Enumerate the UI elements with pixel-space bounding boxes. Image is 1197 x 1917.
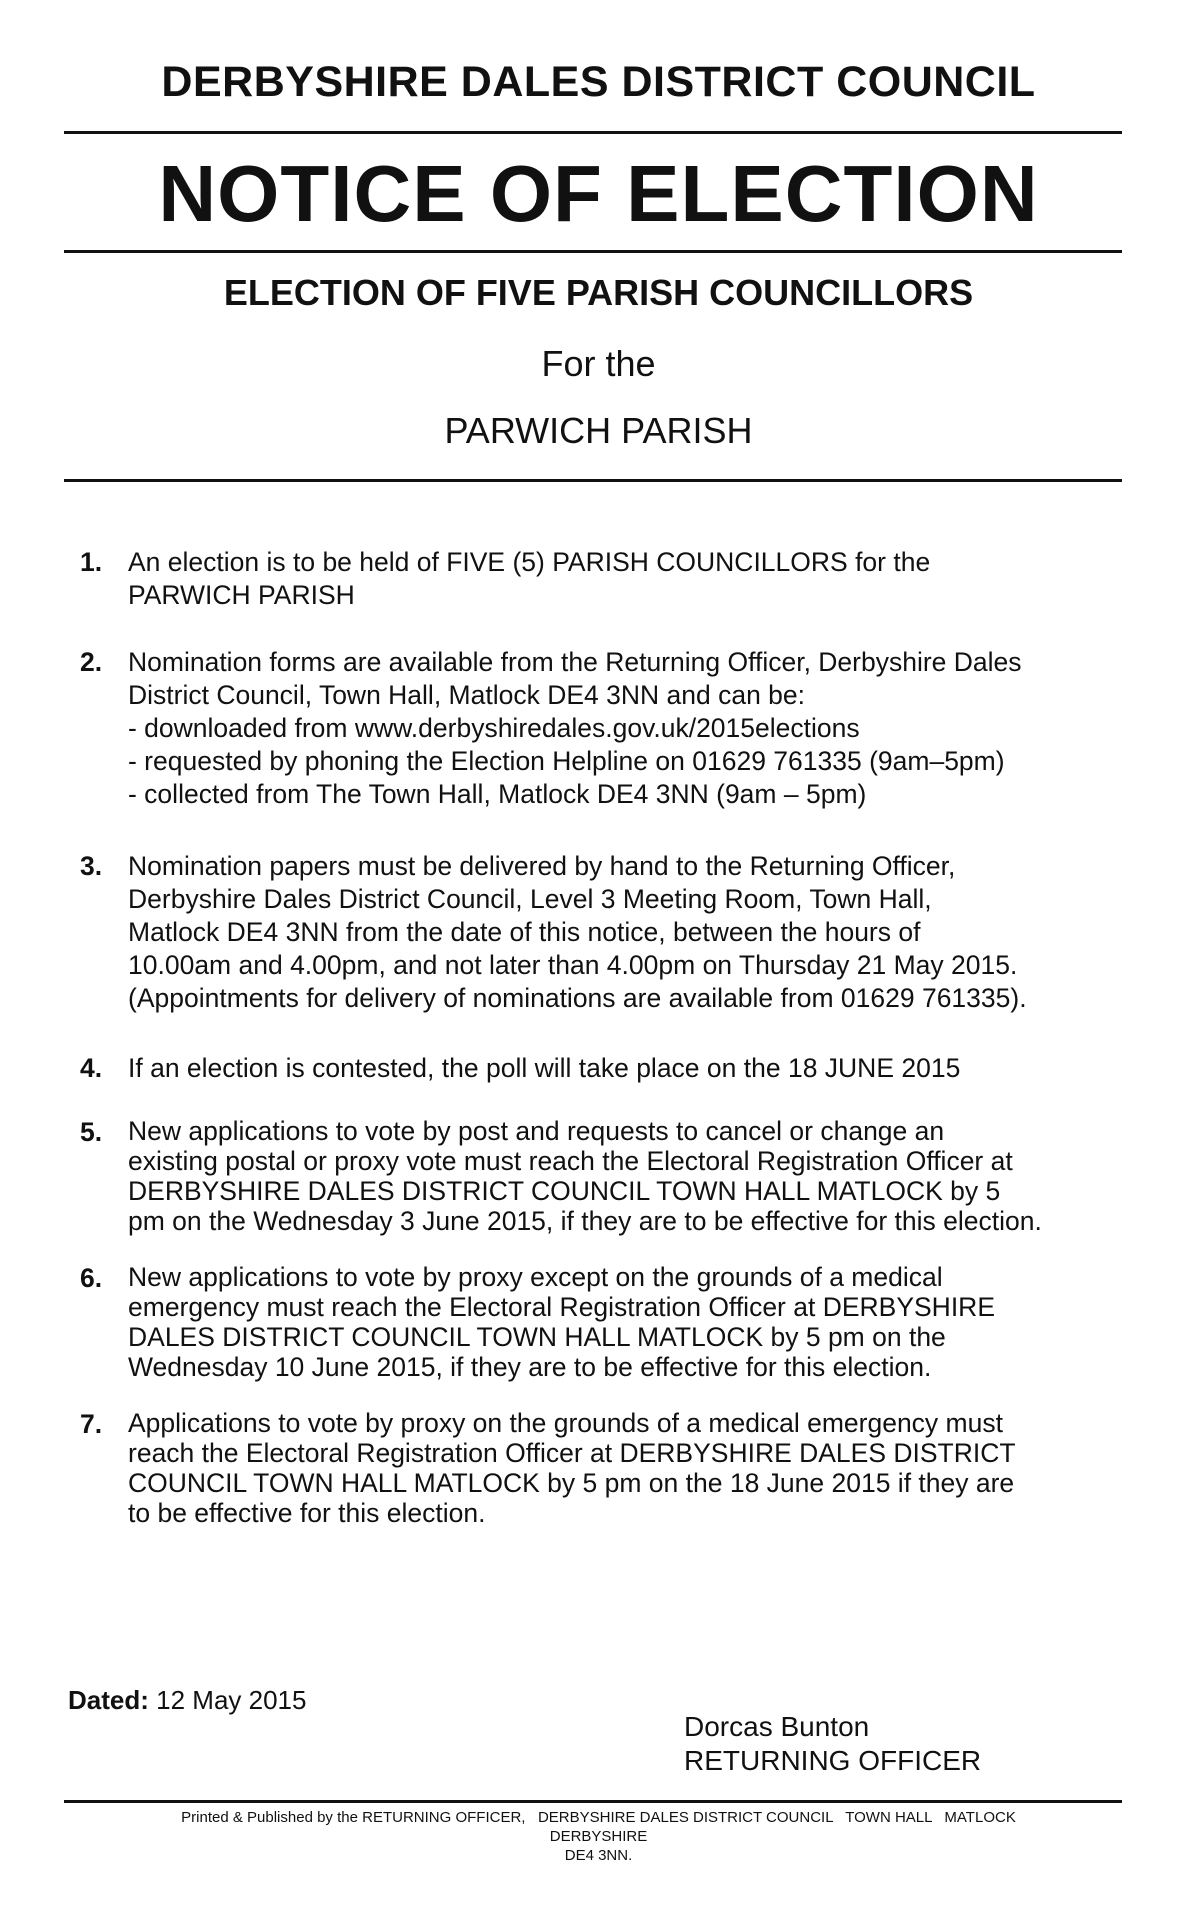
item-number: 6. [80, 1263, 103, 1293]
divider [64, 479, 1122, 482]
signer-name: Dorcas Bunton [684, 1711, 870, 1742]
notice-item-3 [80, 850, 1120, 1015]
item-line: - requested by phoning the Election Helpline on 01629 761335 (9am–5pm) [128, 746, 1005, 776]
notice-item-7 [80, 1408, 1120, 1528]
signature-block [684, 1710, 981, 1778]
divider [64, 250, 1122, 253]
item-line: Matlock DE4 3NN from the date of this notice, between the hours of [128, 917, 921, 947]
parish-name: PARWICH PARISH [444, 410, 753, 451]
notice-item-6 [80, 1262, 1120, 1382]
item-number: 1. [80, 547, 103, 577]
item-line: DALES DISTRICT COUNCIL TOWN HALL MATLOCK by 5 pm on the [128, 1322, 946, 1352]
item-line: to be effective for this election. [128, 1498, 486, 1528]
item-line: Wednesday 10 June 2015, if they are to be effective for this election. [128, 1352, 932, 1382]
for-the-label: For the [541, 343, 656, 384]
item-line: existing postal or proxy vote must reach the Electoral Registration Officer at [128, 1146, 1013, 1176]
item-line: If an election is contested, the poll will take place on the 18 JUNE 2015 [128, 1053, 961, 1083]
item-number: 7. [80, 1409, 103, 1439]
item-line: PARWICH PARISH [128, 580, 355, 610]
item-line: (Appointments for delivery of nominations are available from 01629 761335). [128, 983, 1027, 1013]
election-subtitle: ELECTION OF FIVE PARISH COUNCILLORS [223, 272, 974, 313]
imprint-footer [0, 1808, 1197, 1865]
item-line: New applications to vote by post and requests to cancel or change an [128, 1116, 945, 1146]
council-name: DERBYSHIRE DALES DISTRICT COUNCIL [161, 58, 1036, 106]
item-line: Nomination papers must be delivered by hand to the Returning Officer, [128, 851, 956, 881]
item-line: District Council, Town Hall, Matlock DE4 3NN and can be: [128, 680, 806, 710]
notice-item-4 [80, 1052, 1120, 1085]
dated-line [68, 1685, 306, 1716]
item-number: 3. [80, 851, 103, 881]
notice-item-1 [80, 546, 1120, 612]
item-line: reach the Electoral Registration Officer at DERBYSHIRE DALES DISTRICT [128, 1438, 1016, 1468]
imprint-line-1: Printed & Published by the RETURNING OFFICER, DERBYSHIRE DALES DISTRICT COUNCIL TOWN HALL MATLOCK [181, 1809, 1016, 1826]
item-line: pm on the Wednesday 3 June 2015, if they are to be effective for this election. [128, 1206, 1042, 1236]
divider [64, 131, 1122, 134]
notice-item-2 [80, 646, 1120, 811]
imprint-line-2: DERBYSHIRE [549, 1828, 648, 1845]
item-number: 5. [80, 1117, 103, 1147]
dated-label: Dated: [68, 1685, 149, 1715]
item-line: COUNCIL TOWN HALL MATLOCK by 5 pm on the 18 June 2015 if they are [128, 1468, 1015, 1498]
item-line: New applications to vote by proxy except on the grounds of a medical [128, 1262, 943, 1292]
item-line: Nomination forms are available from the Returning Officer, Derbyshire Dales [128, 647, 1022, 677]
page-title: NOTICE OF ELECTION [158, 149, 1039, 238]
item-line: DERBYSHIRE DALES DISTRICT COUNCIL TOWN HALL MATLOCK by 5 [128, 1176, 1001, 1206]
item-line: - collected from The Town Hall, Matlock DE4 3NN (9am – 5pm) [128, 779, 867, 809]
notice-item-5 [80, 1116, 1120, 1236]
item-line: emergency must reach the Electoral Registration Officer at DERBYSHIRE [128, 1292, 995, 1322]
item-line: Derbyshire Dales District Council, Level 3 Meeting Room, Town Hall, [128, 884, 932, 914]
dated-value: 12 May 2015 [156, 1685, 307, 1715]
item-number: 4. [80, 1053, 103, 1083]
item-line: Applications to vote by proxy on the grounds of a medical emergency must [128, 1408, 1003, 1438]
signer-role: RETURNING OFFICER [684, 1745, 982, 1776]
item-line: An election is to be held of FIVE (5) PARISH COUNCILLORS for the [128, 547, 931, 577]
item-number: 2. [80, 647, 103, 677]
imprint-line-3: DE4 3NN. [564, 1847, 633, 1864]
item-line: 10.00am and 4.00pm, and not later than 4.00pm on Thursday 21 May 2015. [128, 950, 1018, 980]
item-line: - downloaded from www.derbyshiredales.gov.uk/2015elections [128, 713, 860, 743]
footer-divider [64, 1800, 1122, 1803]
